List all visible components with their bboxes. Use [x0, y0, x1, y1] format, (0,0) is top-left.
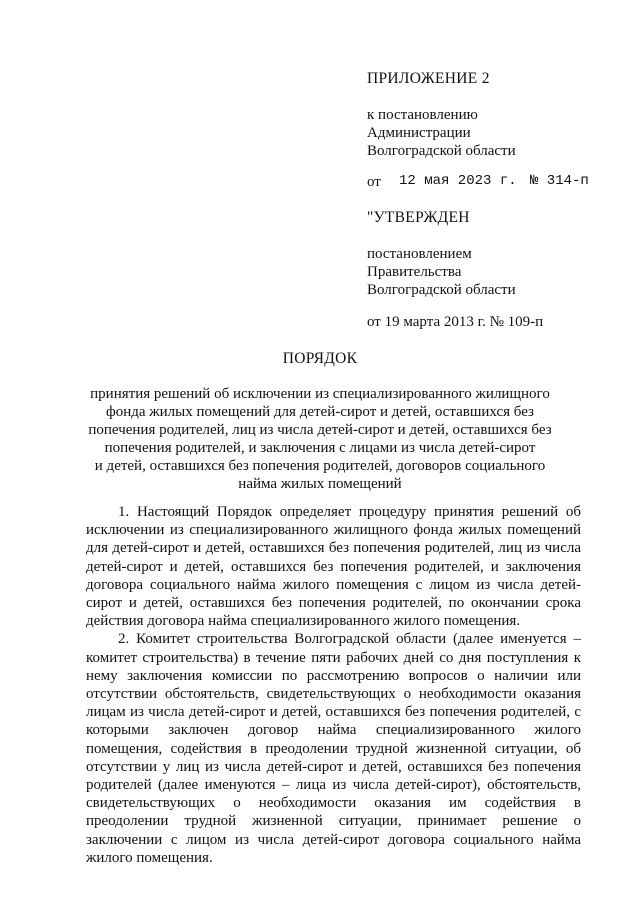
document-title: ПОРЯДОК — [282, 350, 358, 367]
subtitle-line: и детей, оставшихся без попечения родителей, договоров социального — [94, 458, 546, 474]
approved-date: от 19 марта 2013 г. № 109-п — [367, 314, 544, 330]
decree-reference-line-3: Волгоградской области — [367, 143, 516, 159]
appendix-title: ПРИЛОЖЕНИЕ 2 — [367, 70, 490, 87]
decree-reference-line-2: Администрации — [367, 125, 471, 141]
subtitle-line: фонда жилых помещений для детей-сирот и детей, оставшихся без — [106, 404, 534, 420]
decree-date-prefix: от — [367, 174, 381, 190]
approved-line-3: Волгоградской области — [367, 282, 516, 298]
paragraph-1: 1. Настоящий Порядок определяет процедуру принятия решений об исключении из специализированного жилищного фонда жилых помещений для детей-сирот и детей, оставшихся без попечения родителей, лиц из числа детей-сирот и детей, оставшихся без попечения родителей, и заключения договора социального найма жилого помещения с лицом из числа детей-сирот и детей, оставшихся без попечения родителей, по окончании срока действия договора найма специализированного жилого помещения. — [86, 504, 581, 630]
decree-date: 12 мая 2023 г. — [399, 173, 517, 189]
subtitle-line: найма жилых помещений — [238, 476, 402, 492]
subtitle-line: принятия решений об исключении из специализированного жилищного — [90, 386, 550, 402]
approved-title: "УТВЕРЖДЕН — [367, 209, 470, 226]
decree-number: № 314-п — [530, 173, 589, 189]
decree-reference-line-1: к постановлению — [367, 107, 478, 123]
document-body — [86, 503, 581, 867]
approved-line-1: постановлением — [367, 246, 472, 262]
paragraph-2: 2. Комитет строительства Волгоградской области (далее именуется – комитет строительства) в течение пяти рабочих дней со дня поступления к нему заключения комиссии по рассмотрению вопросов о наличии или отсутствии обстоятельств, свидетельствующих о необходимости оказания лицам из числа детей-сирот и детей, оставшихся без попечения родителей, с которыми заключен договор найма специализированного жилого помещения, содействия в преодолении трудной жизненной ситуации, об отсутствии у лиц из числа детей-сирот и детей, оставшихся без попечения родителей (далее именуются – лица из числа детей-сирот), обстоятельств, свидетельствующих о необходимости оказания им содействия в преодолении трудной жизненной ситуации, принимает решение о заключении с лицом из числа детей-сирот договора социального найма жилого помещения. — [86, 631, 581, 866]
approved-line-2: Правительства — [367, 264, 462, 280]
subtitle-line: попечения родителей, и заключения с лицами из числа детей-сирот — [104, 440, 536, 456]
subtitle-line: попечения родителей, лиц из числа детей-сирот и детей, оставшихся без — [88, 422, 552, 438]
